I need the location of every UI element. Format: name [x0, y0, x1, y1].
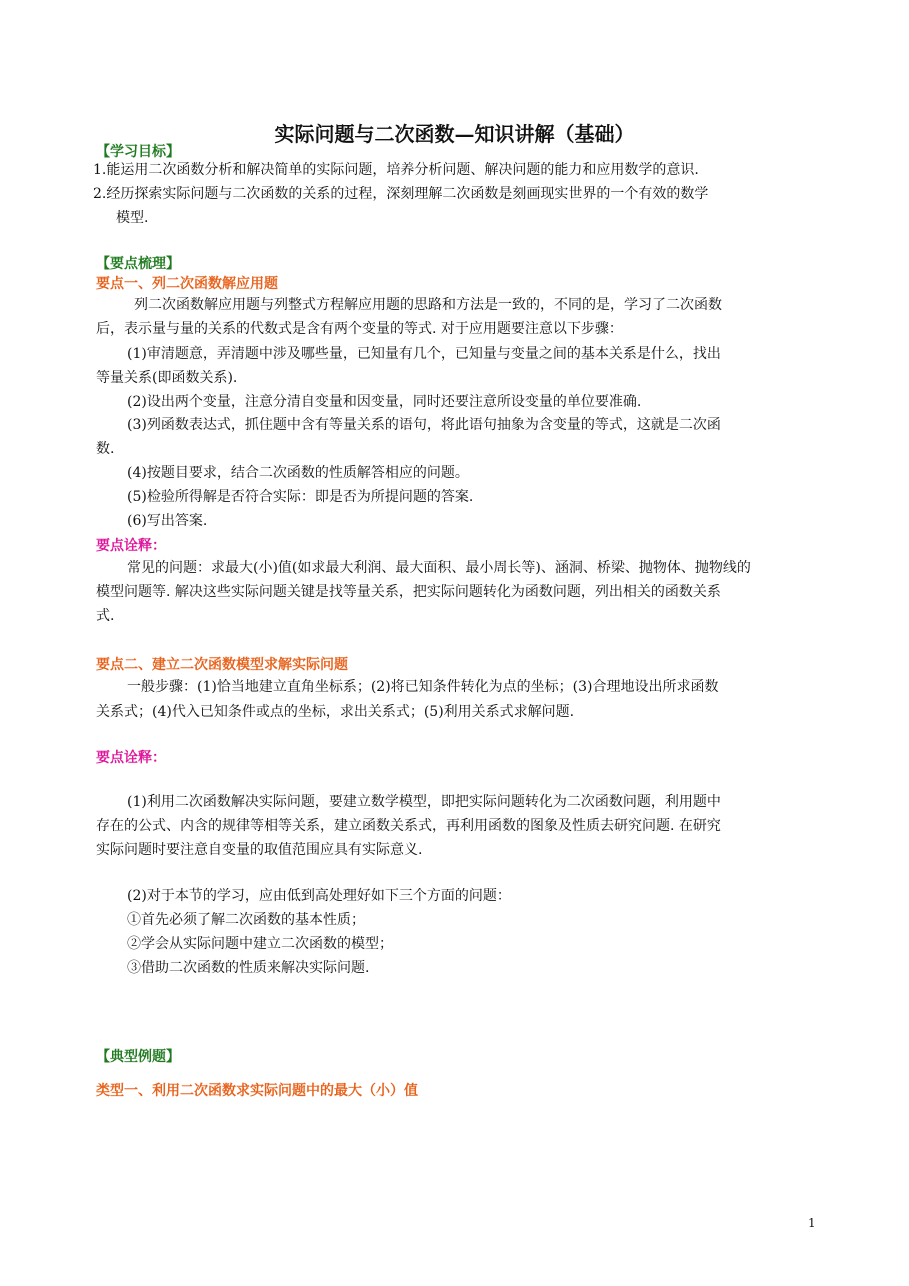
- point1-note-title: 要点诠释：: [96, 538, 166, 554]
- examples-header: 【典型例题】: [96, 1049, 180, 1065]
- point2-note-title: 要点诠释：: [96, 750, 166, 766]
- goal-item-2-line-1: 2.经历探索实际问题与二次函数的关系的过程，深刻理解二次函数是刻画现实世界的一个有效的数学: [93, 186, 709, 202]
- point2-title: 要点二、建立二次函数模型求解实际问题: [96, 657, 348, 673]
- point2-steps-line-1: 一般步骤：(1)恰当地建立直角坐标系；(2)将已知条件转化为点的坐标；(3)合理地设出所求函数: [127, 679, 719, 695]
- page-number: 1: [808, 1216, 816, 1230]
- type1-title: 类型一、利用二次函数求实际问题中的最大（小）值: [96, 1083, 418, 1099]
- point1-note-line-1: 常见的问题：求最大(小)值(如求最大利润、最大面积、最小周长等)、涵洞、桥梁、抛物体、抛物线的: [127, 560, 751, 576]
- point1-step1-line-1: (1)审清题意，弄清题中涉及哪些量，已知量有几个，已知量与变量之间的基本关系是什么，找出: [127, 346, 721, 362]
- point1-step3-line-2: 数.: [96, 441, 115, 457]
- point1-step5: (5)检验所得解是否符合实际：即是否为所提问题的答案.: [127, 489, 474, 505]
- point1-step2: (2)设出两个变量，注意分清自变量和因变量，同时还要注意所设变量的单位要准确.: [127, 394, 642, 410]
- point1-step6: (6)写出答案.: [127, 513, 208, 529]
- point1-title: 要点一、列二次函数解应用题: [96, 276, 278, 292]
- goal-item-2-line-2: 模型.: [116, 210, 149, 226]
- point1-intro-line-2: 后，表示量与量的关系的代数式是含有两个变量的等式. 对于应用题要注意以下步骤：: [96, 321, 623, 337]
- point2-note1-line-3: 实际问题时要注意自变量的取值范围应具有实际意义.: [96, 842, 423, 858]
- point2-circled-3: ③借助二次函数的性质来解决实际问题.: [127, 960, 370, 976]
- point2-note2: (2)对于本节的学习，应由低到高处理好如下三个方面的问题：: [127, 888, 511, 904]
- review-header: 【要点梳理】: [96, 256, 180, 272]
- goals-header: 【学习目标】: [96, 144, 180, 160]
- point2-steps-line-2: 关系式；(4)代入已知条件或点的坐标，求出关系式；(5)利用关系式求解问题.: [96, 704, 575, 720]
- point1-step1-line-2: 等量关系(即函数关系).: [96, 370, 238, 386]
- goal-item-1: 1.能运用二次函数分析和解决简单的实际问题，培养分析问题、解决问题的能力和应用数学的意识.: [93, 162, 699, 178]
- point2-circled-2: ②学会从实际问题中建立二次函数的模型；: [127, 936, 393, 952]
- point1-step4: (4)按题目要求，结合二次函数的性质解答相应的问题。: [127, 465, 469, 481]
- point1-intro-line-1: 列二次函数解应用题与列整式方程解应用题的思路和方法是一致的，不同的是，学习了二次函数: [134, 297, 722, 313]
- point1-note-line-2: 模型问题等. 解决这些实际问题关键是找等量关系，把实际问题转化为函数问题，列出相关的函数关系: [96, 584, 721, 600]
- point1-step3-line-1: (3)列函数表达式，抓住题中含有等量关系的语句，将此语句抽象为含变量的等式，这就是二次函: [127, 417, 721, 433]
- page-title: 实际问题与二次函数—知识讲解（基础）: [274, 122, 635, 146]
- point1-note-line-3: 式.: [96, 608, 115, 624]
- point2-circled-1: ①首先必须了解二次函数的基本性质；: [127, 912, 365, 928]
- point2-note1-line-1: (1)利用二次函数解决实际问题，要建立数学模型，即把实际问题转化为二次函数问题，利用题中: [127, 794, 721, 810]
- point2-note1-line-2: 存在的公式、内含的规律等相等关系，建立函数关系式，再利用函数的图象及性质去研究问题. 在研究: [96, 818, 721, 834]
